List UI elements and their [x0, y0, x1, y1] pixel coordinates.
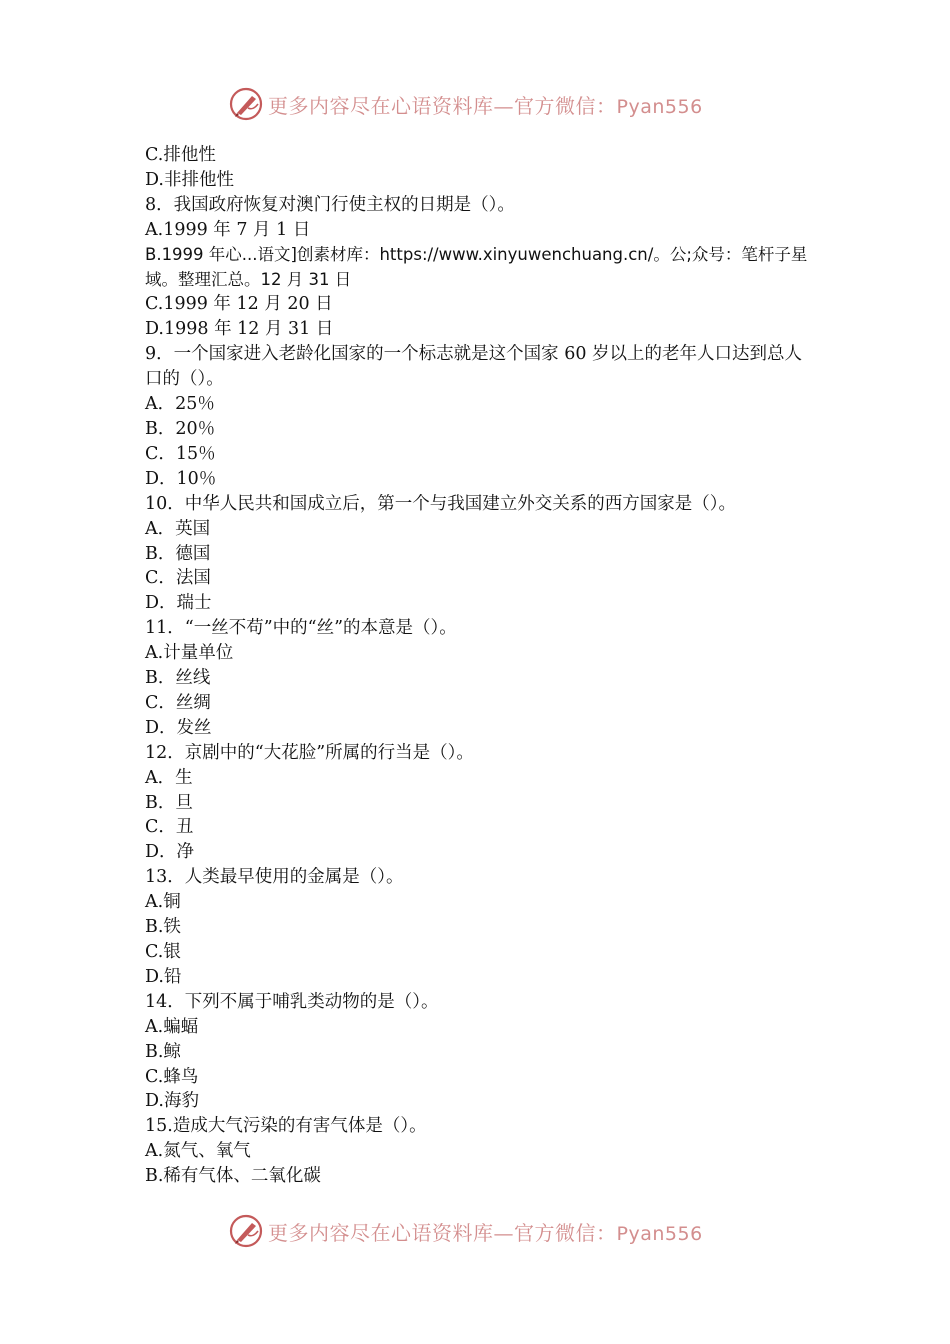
option-line: A.1999 年 7 月 1 日 [145, 219, 311, 240]
option-line: A.蝙蝠 [145, 1016, 199, 1037]
header-banner [228, 84, 703, 124]
option-line: C．15％ [145, 443, 216, 464]
text-line: C.排他性 [145, 145, 216, 165]
option-line: A．英国 [145, 518, 211, 539]
pen-logo-icon [228, 86, 264, 122]
text-line: D.非排他性 [145, 169, 234, 190]
question-line: 13．人类最早使用的金属是（）。 [145, 867, 404, 888]
question-line: 11．“一丝不苟”中的“丝”的本意是（）。 [145, 618, 457, 639]
option-line: C．丝绸 [145, 692, 211, 713]
question-list [145, 143, 815, 1189]
option-line: C．法国 [145, 568, 211, 589]
header-banner-text: 更多内容尽在心语资料库—官方微信： [268, 93, 617, 118]
option-line: B.鲸 [145, 1041, 181, 1062]
option-line: D.1998 年 12 月 31 日 [145, 319, 334, 340]
option-line: D.铅 [145, 966, 182, 987]
option-line: D．发丝 [145, 717, 212, 738]
question-line: 9．一个国家进入老龄化国家的一个标志就是这个国家 60 岁以上的老年人口达到总人口的（）。 [145, 344, 803, 390]
footer-banner-id: Pyan556 [616, 1222, 703, 1245]
option-line: B．旦 [145, 792, 193, 813]
option-line: A.氮气、氧气 [145, 1141, 251, 1162]
question-line: 14．下列不属于哺乳类动物的是（）。 [145, 991, 439, 1012]
option-line: B.铁 [145, 917, 181, 938]
option-line: B．德国 [145, 543, 211, 564]
option-line: C.银 [145, 942, 181, 962]
option-line: A．生 [145, 767, 193, 788]
question-line: 10．中华人民共和国成立后，第一个与我国建立外交关系的西方国家是（）。 [145, 493, 737, 514]
pen-logo-icon [228, 1213, 264, 1249]
option-line: A.计量单位 [145, 643, 234, 664]
question-line: 15.造成大气污染的有害气体是（）。 [145, 1116, 427, 1137]
footer-banner-text: 更多内容尽在心语资料库—官方微信： [268, 1220, 617, 1245]
option-line: D．瑞士 [145, 593, 212, 614]
option-line: D．10％ [145, 468, 217, 489]
option-line: D.海豹 [145, 1091, 199, 1112]
question-line: 12．京剧中的“大花脸”所属的行当是（）。 [145, 742, 474, 763]
option-line: B．丝线 [145, 668, 211, 689]
question-line: 8．我国政府恢复对澳门行使主权的日期是（）。 [145, 194, 515, 215]
option-line: C．丑 [145, 817, 194, 838]
option-line: B．20％ [145, 418, 216, 439]
option-line: C.1999 年 12 月 20 日 [145, 294, 333, 315]
option-line: A.铜 [145, 892, 181, 913]
footer-banner [228, 1211, 703, 1251]
option-line: A．25％ [145, 394, 215, 415]
option-line: D．净 [145, 842, 195, 863]
header-banner-id: Pyan556 [616, 95, 703, 118]
option-line: B.1999 年心...语文]创素材库：https://www.xinyuwenchuang.cn/。公;众号：笔杆子星域。整理汇总。12 月 31 日 [145, 244, 808, 289]
option-line: B.稀有气体、二氧化碳 [145, 1166, 321, 1187]
option-line: C.蜂鸟 [145, 1066, 199, 1087]
